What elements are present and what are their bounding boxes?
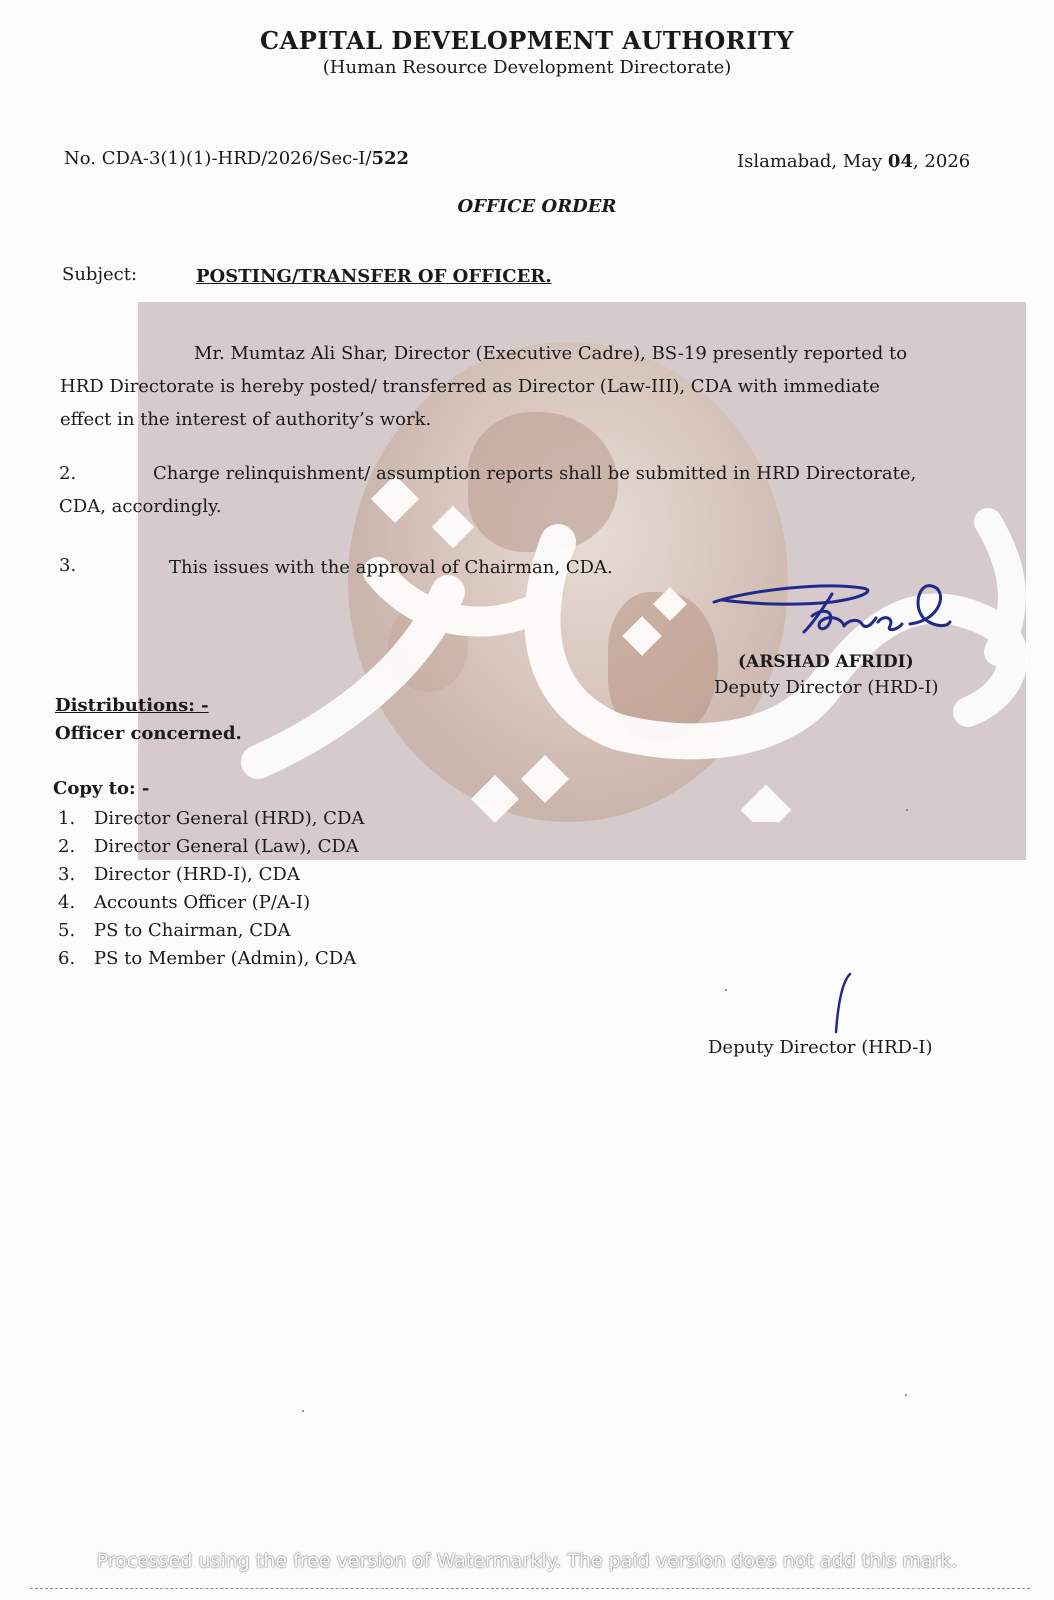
list-item [58,889,364,917]
issue-date [737,151,970,172]
list-item [58,945,364,973]
paragraph-2-number: 2. [59,463,77,484]
speck-mark [905,1394,907,1396]
list-item-number: 4. [58,892,76,913]
paragraph-3-number: 3. [59,555,77,576]
bottom-signatory-title: Deputy Director (HRD-I) [708,1037,933,1058]
list-item-number: 6. [58,948,76,969]
date-prefix: Islamabad, May [737,151,888,172]
list-item [58,833,364,861]
organization-name: CAPITAL DEVELOPMENT AUTHORITY [260,26,794,55]
initial-mark [830,970,860,1036]
paragraph-1-line-2: HRD Directorate is hereby posted/ transferred as Director (Law-III), CDA with immediate [60,376,880,397]
directorate-name: (Human Resource Development Directorate) [322,57,732,78]
signatory-title: Deputy Director (HRD-I) [714,677,939,698]
date-suffix: , 2026 [912,151,971,172]
paragraph-3-line-1: This issues with the approval of Chairman, CDA. [169,557,613,578]
distribution-label: Distributions: - [55,695,209,716]
list-item-number: 1. [58,808,76,829]
list-item-text: Director (HRD-I), CDA [94,864,300,885]
list-item-text: PS to Member (Admin), CDA [94,948,357,969]
list-item [58,805,364,833]
handwritten-signature [712,580,952,650]
subject-text: POSTING/TRANSFER OF OFFICER. [196,266,552,287]
speck-mark [906,809,908,811]
distribution-value: Officer concerned. [55,723,242,744]
list-item-text: PS to Chairman, CDA [94,920,291,941]
list-item-text: Accounts Officer (P/A-I) [94,892,311,913]
list-item-number: 3. [58,864,76,885]
paragraph-2-line-1: Charge relinquishment/ assumption reports shall be submitted in HRD Directorate, [153,463,917,484]
paragraph-2-line-2: CDA, accordingly. [59,496,222,517]
reference-number [64,148,409,169]
list-item [58,917,364,945]
list-item-number: 2. [58,836,76,857]
copy-to-label: Copy to: - [53,778,150,799]
speck-mark [725,989,727,991]
reference-number-suffix: 522 [371,148,410,169]
list-item-number: 5. [58,920,76,941]
watermarkly-notice: Processed using the free version of Watermarkly. The paid version does not add this mark. [96,1550,958,1572]
reference-number-prefix: No. CDA-3(1)(1)-HRD/2026/Sec-I/ [64,148,372,169]
order-title: OFFICE ORDER [457,196,617,217]
list-item-text: Director General (Law), CDA [94,836,359,857]
list-item-text: Director General (HRD), CDA [94,808,365,829]
list-item [58,861,364,889]
page-bottom-rule [30,1588,1030,1589]
speck-mark [302,1410,304,1412]
paragraph-1-line-3: effect in the interest of authority’s work. [60,409,432,430]
date-day: 04 [887,151,913,172]
subject-label: Subject: [62,264,138,285]
paragraph-1-line-1: Mr. Mumtaz Ali Shar, Director (Executive Cadre), BS-19 presently reported to [194,343,908,364]
copy-to-list [58,805,364,973]
signatory-name: (ARSHAD AFRIDI) [738,652,914,672]
